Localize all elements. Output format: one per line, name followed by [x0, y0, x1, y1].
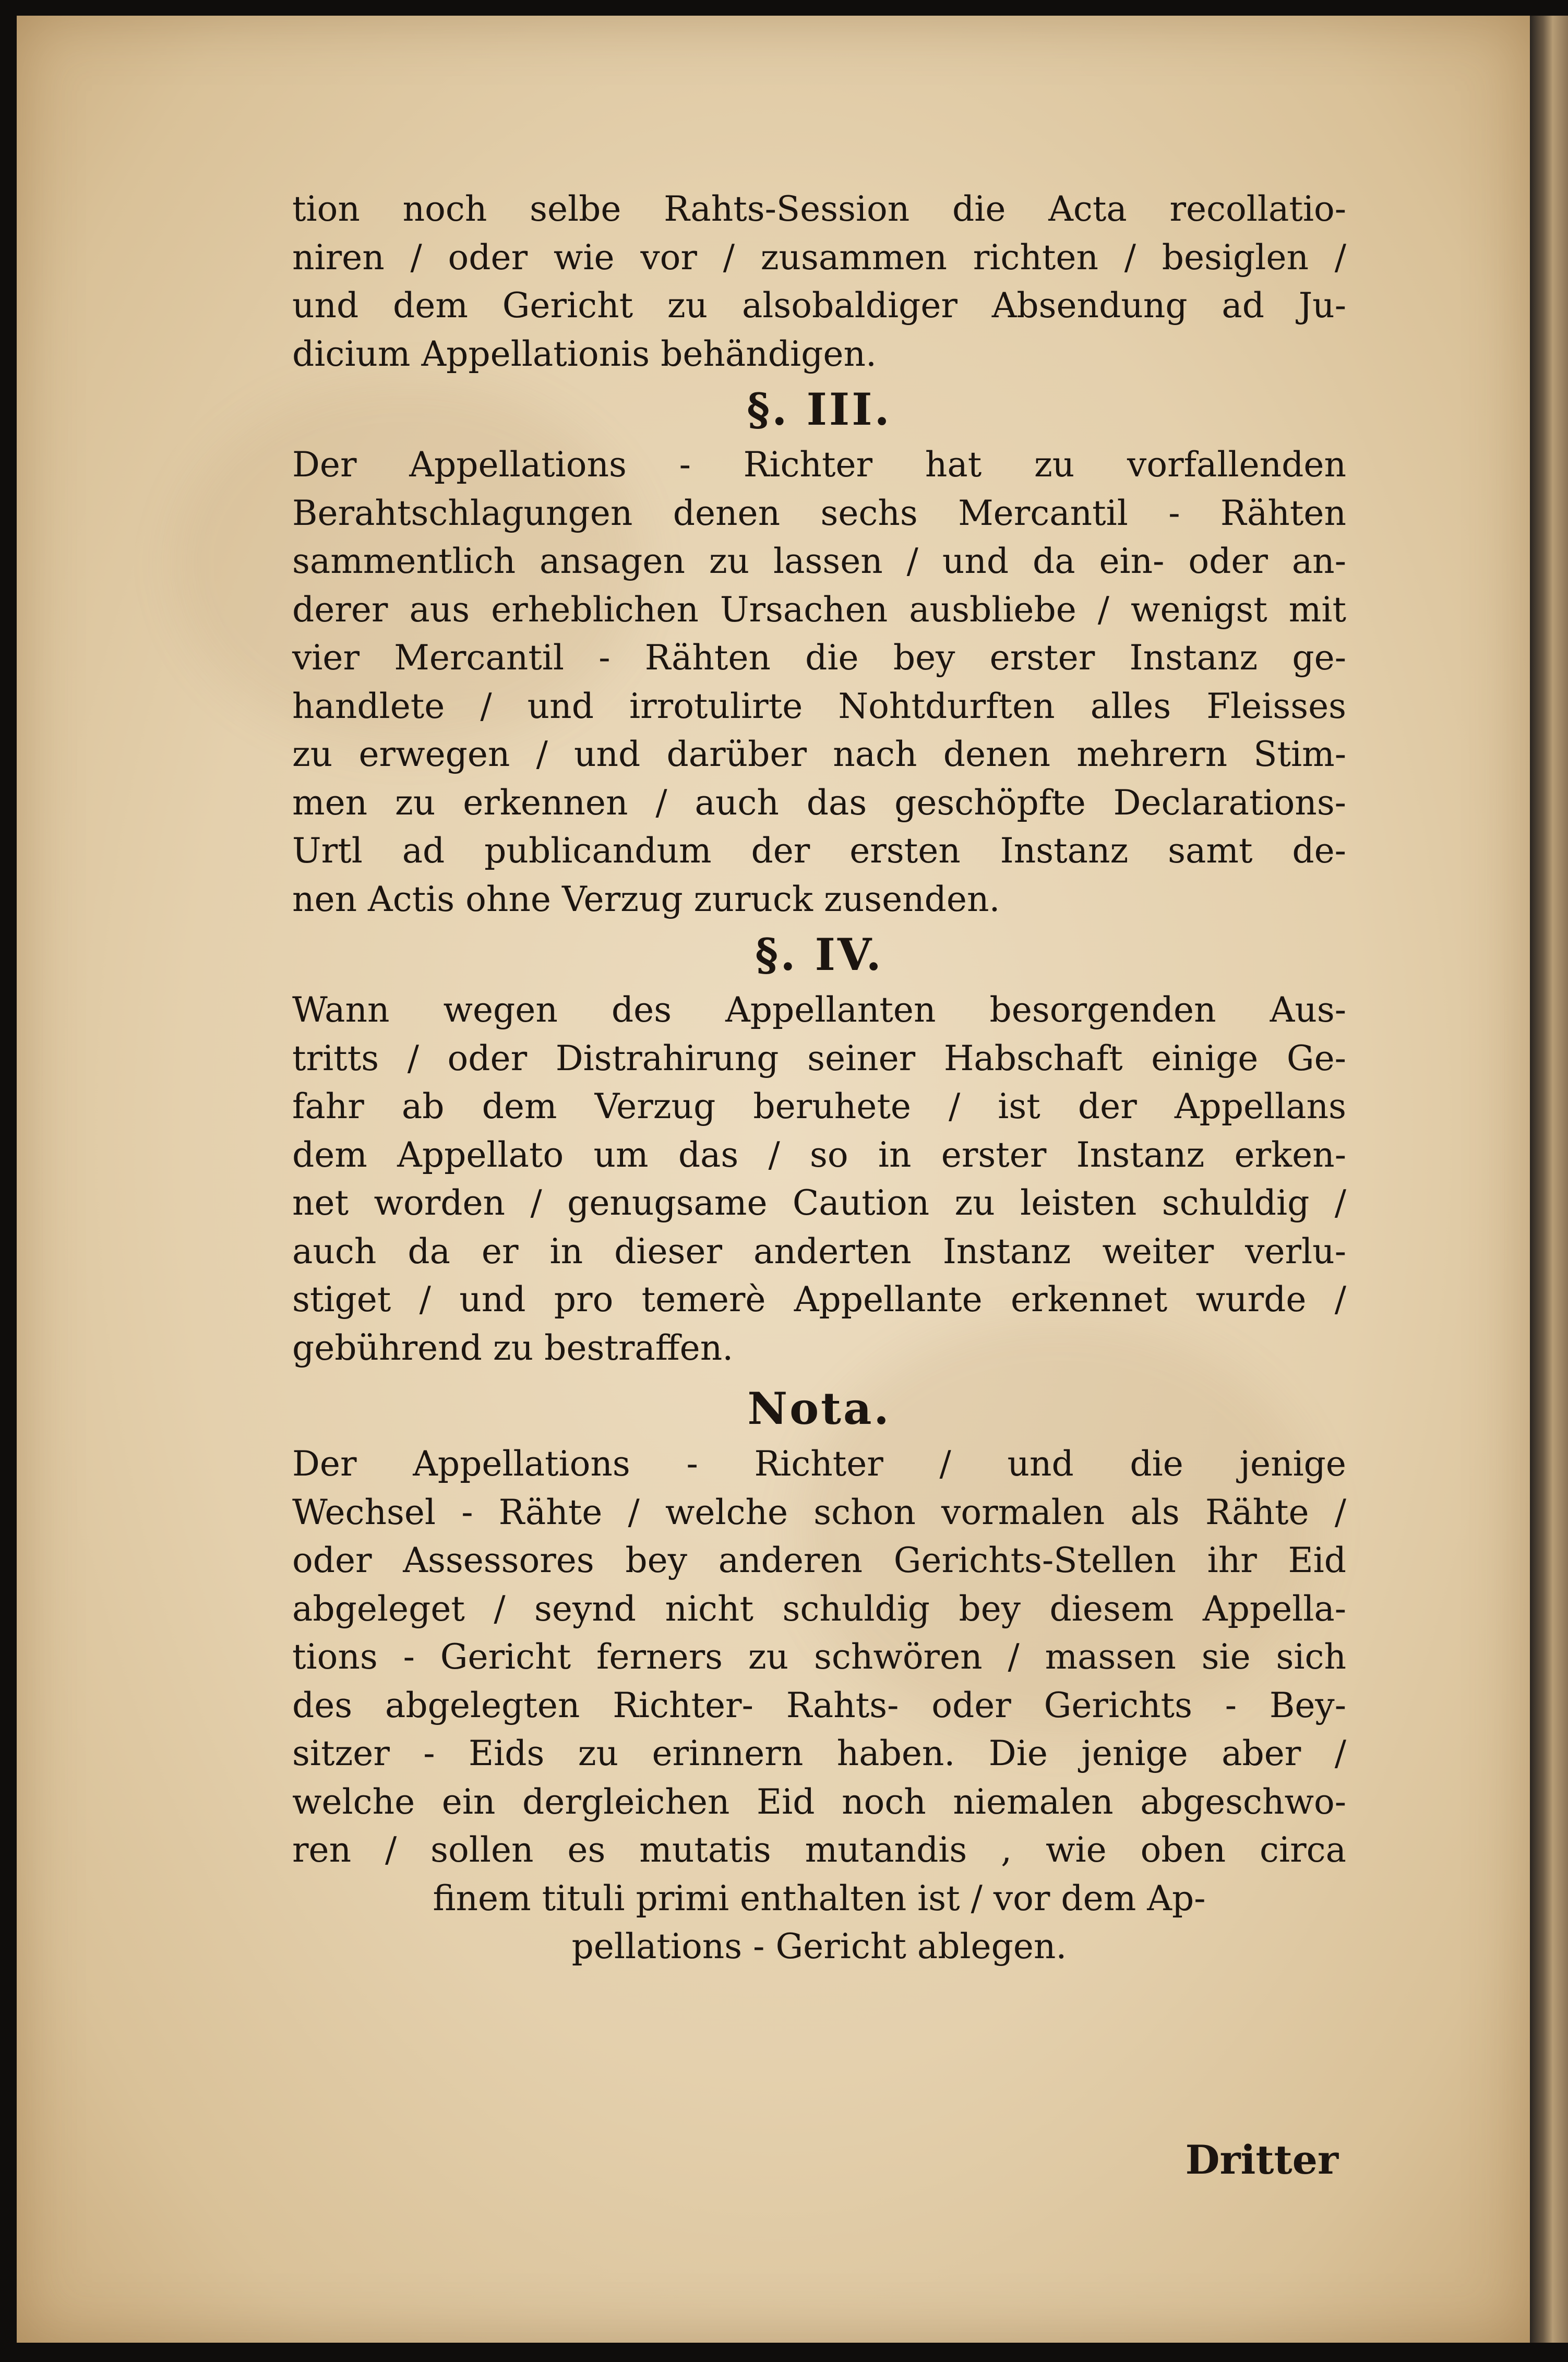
- nota-heading: Nota.: [747, 1383, 891, 1434]
- text-line: Wann wegen des Appellanten besorgenden Aus-: [292, 990, 1346, 1030]
- text-line: tions - Gericht ferners zu schwören / massen sie sich: [292, 1637, 1346, 1677]
- text-line: Der Appellations - Richter hat zu vorfallenden: [292, 445, 1346, 485]
- text-line: net worden / genugsame Caution zu leisten schuldig /: [292, 1183, 1346, 1223]
- text-line: pellations - Gericht ablegen.: [571, 1926, 1067, 1967]
- text-line: vier Mercantil - Rähten die bey erster Instanz ge-: [292, 638, 1346, 678]
- text-line: sitzer - Eids zu erinnern haben. Die jenige aber /: [292, 1733, 1346, 1773]
- text-line: des abgelegten Richter- Rahts- oder Gerichts - Bey-: [292, 1685, 1346, 1725]
- text-line: tritts / oder Distrahirung seiner Habschaft einige Ge-: [292, 1038, 1346, 1078]
- text-line: tion noch selbe Rahts-Session die Acta recollatio-: [292, 189, 1346, 229]
- text-line: abgeleget / seynd nicht schuldig bey diesem Appella-: [292, 1588, 1346, 1629]
- text-line: fahr ab dem Verzug beruhete / ist der Appellans: [292, 1086, 1346, 1126]
- text-line: handlete / und irrotulirte Nohtdurften alles Fleisses: [292, 686, 1346, 726]
- text-line: Der Appellations - Richter / und die jenige: [292, 1444, 1346, 1484]
- text-line: Urtl ad publicandum der ersten Instanz samt de-: [292, 831, 1346, 871]
- text-line: Berahtschlagungen denen sechs Mercantil - Rähten: [292, 493, 1346, 533]
- text-line: ren / sollen es mutatis mutandis , wie oben circa: [292, 1830, 1346, 1870]
- text-line: derer aus erheblichen Ursachen ausbliebe / wenigst mit: [292, 589, 1346, 630]
- text-line: men zu erkennen / auch das geschöpfte Declarations-: [292, 782, 1346, 823]
- book-gutter: [1530, 16, 1568, 2343]
- text-line: gebührend zu bestraffen.: [292, 1327, 734, 1368]
- text-line: nen Actis ohne Verzug zuruck zusenden.: [292, 879, 1000, 919]
- text-line: Wechsel - Rähte / welche schon vormalen als Rähte /: [292, 1492, 1346, 1532]
- text-line: niren / oder wie vor / zusammen richten / besiglen /: [292, 237, 1346, 278]
- section-heading-3: §. III.: [747, 383, 892, 435]
- catchword: Dritter: [1185, 2137, 1338, 2183]
- text-line: oder Assessores bey anderen Gerichts-Stellen ihr Eid: [292, 1540, 1346, 1580]
- text-line: finem tituli primi enthalten ist / vor dem Ap-: [433, 1878, 1206, 1919]
- nota-paragraph: [292, 1440, 1346, 1971]
- section-heading-4: §. IV.: [755, 929, 883, 980]
- text-line: dicium Appellationis behändigen.: [292, 333, 877, 374]
- text-line: auch da er in dieser anderten Instanz weiter verlu-: [292, 1231, 1346, 1272]
- text-line: welche ein dergleichen Eid noch niemalen abgeschwo-: [292, 1781, 1346, 1822]
- page-body: [292, 185, 1346, 1971]
- section-3-paragraph: [292, 441, 1346, 924]
- text-line: und dem Gericht zu alsobaldiger Absendung ad Ju-: [292, 285, 1346, 326]
- text-line: sammentlich ansagen zu lassen / und da ein- oder an-: [292, 541, 1346, 581]
- section-4-paragraph: [292, 986, 1346, 1372]
- text-line: stiget / und pro temerè Appellante erkennet wurde /: [292, 1279, 1346, 1320]
- text-line: dem Appellato um das / so in erster Instanz erken-: [292, 1134, 1346, 1175]
- text-line: zu erwegen / und darüber nach denen mehrern Stim-: [292, 734, 1346, 774]
- opening-paragraph: [292, 185, 1346, 378]
